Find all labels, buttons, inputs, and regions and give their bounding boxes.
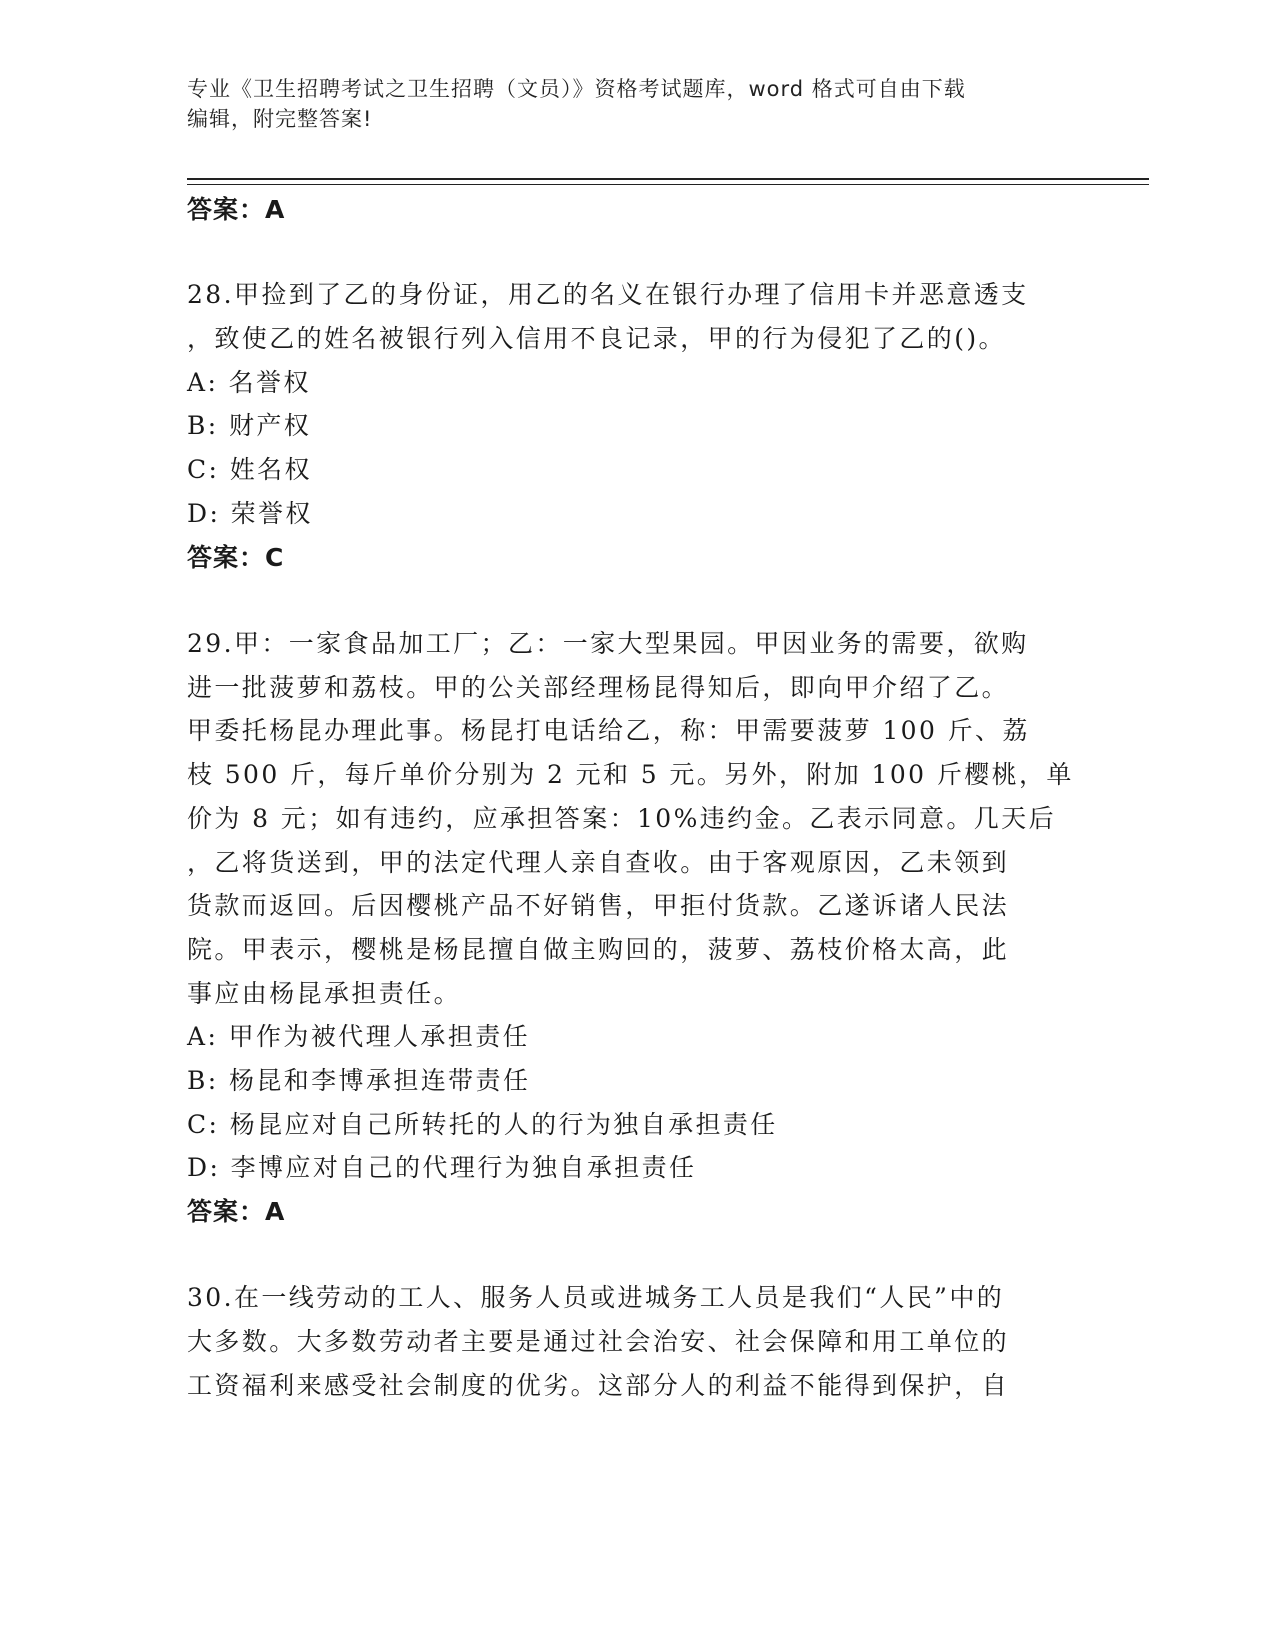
- question-30-stem-line-3: 工资福利来感受社会制度的优劣。这部分人的利益不能得到保护，自: [187, 1371, 1010, 1400]
- question-29-stem-line-1: 29.甲：一家食品加工厂；乙：一家大型果园。甲因业务的需要，欲购: [187, 629, 1029, 658]
- header-divider-thick: [187, 178, 1149, 180]
- answer-q29: 答案：A: [187, 1197, 286, 1226]
- question-29-option-a: A: 甲作为被代理人承担责任: [187, 1022, 531, 1051]
- question-28-option-b: B: 财产权: [187, 411, 312, 440]
- header-line-2: 编辑，附完整答案!: [187, 107, 373, 131]
- question-30-stem-line-1: 30.在一线劳动的工人、服务人员或进城务工人员是我们“人民”中的: [187, 1283, 1005, 1312]
- header-divider-thin: [187, 184, 1149, 185]
- answer-q27: 答案：A: [187, 195, 286, 224]
- question-29-stem-line-5: 价为 8 元；如有违约，应承担答案：10%违约金。乙表示同意。几天后: [187, 804, 1056, 833]
- question-29-stem-line-8: 院。甲表示，樱桃是杨昆擅自做主购回的，菠萝、荔枝价格太高，此: [187, 935, 1010, 964]
- question-28-option-c: C: 姓名权: [187, 455, 312, 484]
- question-29-option-b: B: 杨昆和李博承担连带责任: [187, 1066, 531, 1095]
- header-line-1: 专业《卫生招聘考试之卫生招聘（文员）》资格考试题库，word 格式可自由下载: [187, 77, 966, 101]
- question-28-option-d: D: 荣誉权: [187, 499, 313, 528]
- question-29-stem-line-2: 进一批菠萝和荔枝。甲的公关部经理杨昆得知后，即向甲介绍了乙。: [187, 673, 1010, 702]
- question-28-stem-line-2: ，致使乙的姓名被银行列入信用不良记录，甲的行为侵犯了乙的()。: [187, 324, 1006, 353]
- question-29-option-d: D: 李博应对自己的代理行为独自承担责任: [187, 1153, 697, 1182]
- question-29-stem-line-7: 货款而返回。后因樱桃产品不好销售，甲拒付货款。乙遂诉诸人民法: [187, 891, 1010, 920]
- question-29-option-c: C: 杨昆应对自己所转托的人的行为独自承担责任: [187, 1110, 778, 1139]
- question-29-stem-line-4: 枝 500 斤，每斤单价分别为 2 元和 5 元。另外，附加 100 斤樱桃，单: [187, 760, 1074, 789]
- question-29-stem-line-6: ，乙将货送到，甲的法定代理人亲自查收。由于客观原因，乙未领到: [187, 848, 1010, 877]
- document-header: [187, 74, 1067, 134]
- question-29-stem-line-9: 事应由杨昆承担责任。: [187, 979, 462, 1008]
- question-30-stem-line-2: 大多数。大多数劳动者主要是通过社会治安、社会保障和用工单位的: [187, 1327, 1010, 1356]
- answer-q28: 答案：C: [187, 543, 285, 572]
- question-28-stem-line-1: 28.甲捡到了乙的身份证，用乙的名义在银行办理了信用卡并恶意透支: [187, 280, 1029, 309]
- question-28-option-a: A: 名誉权: [187, 368, 311, 397]
- question-29-stem-line-3: 甲委托杨昆办理此事。杨昆打电话给乙，称：甲需要菠萝 100 斤、荔: [187, 716, 1030, 745]
